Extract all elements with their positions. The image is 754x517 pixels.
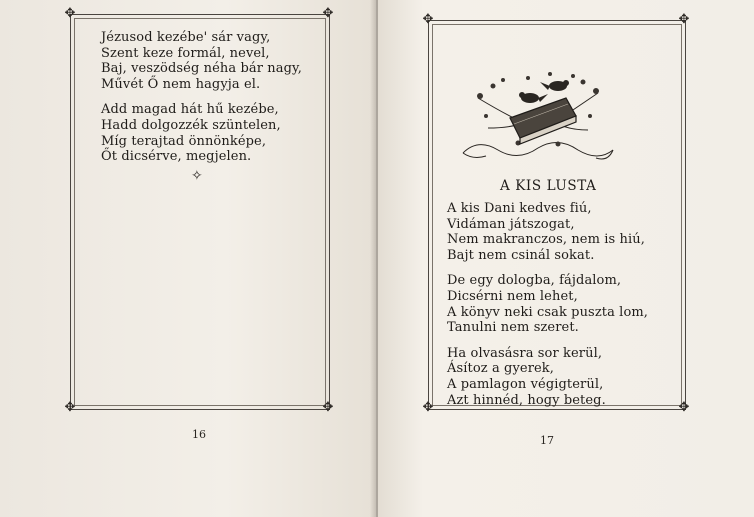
poem-line: Nem makranczos, nem is hiú,	[447, 232, 645, 248]
poem-line: Szent keze formál, nevel,	[101, 45, 270, 61]
corner-ornament-icon: ✥	[64, 6, 76, 21]
corner-ornament-icon: ✥	[422, 12, 434, 27]
poem-line: De egy dologba, fájdalom,	[447, 273, 622, 289]
poem-line: Őt dicsérve, megjelen.	[101, 149, 252, 165]
poem-line: Dicsérni nem lehet,	[447, 288, 578, 304]
stanza	[447, 346, 648, 408]
poem-title: A KIS LUSTA	[500, 178, 597, 194]
corner-ornament-icon: ✥	[322, 400, 334, 415]
poem-line: Baj, veszödség néha bár nagy,	[101, 61, 302, 77]
poem-line: Ha olvasásra sor kerül,	[447, 345, 603, 361]
stanza	[101, 30, 302, 92]
corner-ornament-icon: ✥	[678, 400, 690, 415]
poem-line: A pamlagon végigterül,	[447, 376, 604, 392]
poem-line: Hadd dolgozzék szüntelen,	[101, 117, 281, 133]
corner-ornament-icon: ✥	[64, 400, 76, 415]
poem-line: Művét Ő nem hagyja el.	[101, 76, 261, 92]
book-with-birds-and-flowers-icon	[458, 58, 618, 168]
poem-line: Tanulni nem szeret.	[447, 320, 579, 336]
poem-line: Azt hinnéd, hogy beteg.	[447, 392, 606, 408]
poem-line: A kis Dani kedves fiú,	[447, 201, 592, 216]
poem-line: Add magad hát hű kezébe,	[101, 102, 279, 118]
stanza	[101, 102, 302, 164]
poem-line: Míg terajtad önnönképe,	[101, 133, 267, 149]
divider-ornament-icon: ✧	[191, 168, 203, 184]
left-poem	[101, 30, 302, 175]
poem-line: Ásítoz a gyerek,	[447, 361, 555, 377]
page-number: 16	[192, 428, 206, 441]
corner-ornament-icon: ✥	[422, 400, 434, 415]
stanza	[447, 273, 648, 335]
poem-line: A könyv neki csak puszta lom,	[447, 304, 649, 320]
corner-ornament-icon: ✥	[322, 6, 334, 21]
poem-line: Vidáman játszogat,	[447, 216, 575, 232]
page-number: 17	[540, 434, 554, 447]
poem-line: Bajt nem csinál sokat.	[447, 247, 595, 263]
right-page	[378, 0, 754, 517]
poem-line: Jézusod kezébe' sár vagy,	[101, 30, 271, 45]
corner-ornament-icon: ✥	[678, 12, 690, 27]
right-poem	[447, 201, 648, 418]
stanza	[447, 201, 648, 263]
left-page	[0, 0, 376, 517]
